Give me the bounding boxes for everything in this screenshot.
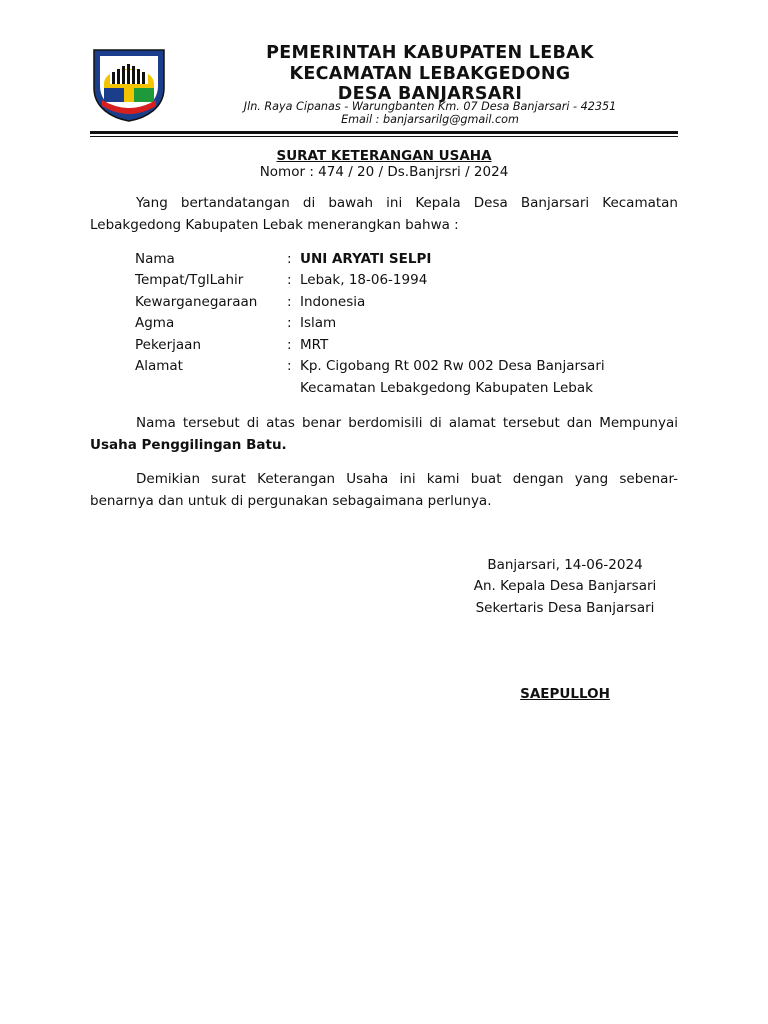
document-number: Nomor : 474 / 20 / Ds.Banjrsri / 2024 [259,164,509,180]
letterhead-divider-thick [90,131,678,134]
signatory-name: SAEPULLOH [520,686,610,702]
identity-colon: : [287,358,292,374]
intro-paragraph [90,193,678,236]
identity-label: Nama [135,251,175,267]
identity-colon: : [287,337,292,353]
letterhead-government: PEMERINTAH KABUPATEN LEBAK [266,43,594,63]
identity-label: Pekerjaan [135,337,202,353]
identity-colon: : [287,272,292,288]
identity-colon: : [287,315,292,331]
business-name: Usaha Penggilingan Batu. [90,436,287,453]
letterhead-divider-thin [90,136,678,137]
document-title: SURAT KETERANGAN USAHA [276,148,492,164]
identity-label: Alamat [135,358,183,374]
identity-colon: : [287,251,292,267]
identity-value: UNI ARYATI SELPI [300,251,432,267]
identity-value: Islam [300,315,337,331]
identity-value: MRT [300,337,329,353]
letterhead-village: DESA BANJARSARI [337,84,523,104]
regency-emblem-logo [90,44,168,122]
signature-place-date: Banjarsari, 14-06-2024 [487,557,643,573]
identity-value: Lebak, 18-06-1994 [300,272,428,288]
statement-text: Nama tersebut di atas benar berdomisili di alamat tersebut dan Mempunyai [136,415,678,431]
letterhead-district: KECAMATAN LEBAKGEDONG [289,64,571,84]
intro-text: Yang bertandatangan di bawah ini Kepala Desa Banjarsari Kecamatan Lebakgedong Kabupaten Lebak menerangkan bahwa : [90,195,678,233]
identity-label: Tempat/TglLahir [135,272,244,288]
identity-value: Kp. Cigobang Rt 002 Rw 002 Desa Banjarsari [300,358,605,374]
identity-label: Agma [135,315,175,331]
statement-paragraph [90,413,678,456]
signature-position: Sekertaris Desa Banjarsari [475,600,655,616]
identity-value: Indonesia [300,294,366,310]
identity-value-line2: Kecamatan Lebakgedong Kabupaten Lebak [300,380,593,396]
letterhead-email: Email : banjarsarilg@gmail.com [341,113,519,126]
letterhead-address: Jln. Raya Cipanas - Warungbanten Km. 07 Desa Banjarsari - 42351 [243,100,617,113]
identity-label: Kewarganegaraan [135,294,258,310]
closing-text: Demikian surat Keterangan Usaha ini kami buat dengan yang sebenar-benarnya dan untuk di pergunakan sebagaimana perlunya. [90,471,678,509]
signature-on-behalf: An. Kepala Desa Banjarsari [473,578,657,594]
closing-paragraph [90,469,678,512]
identity-colon: : [287,294,292,310]
